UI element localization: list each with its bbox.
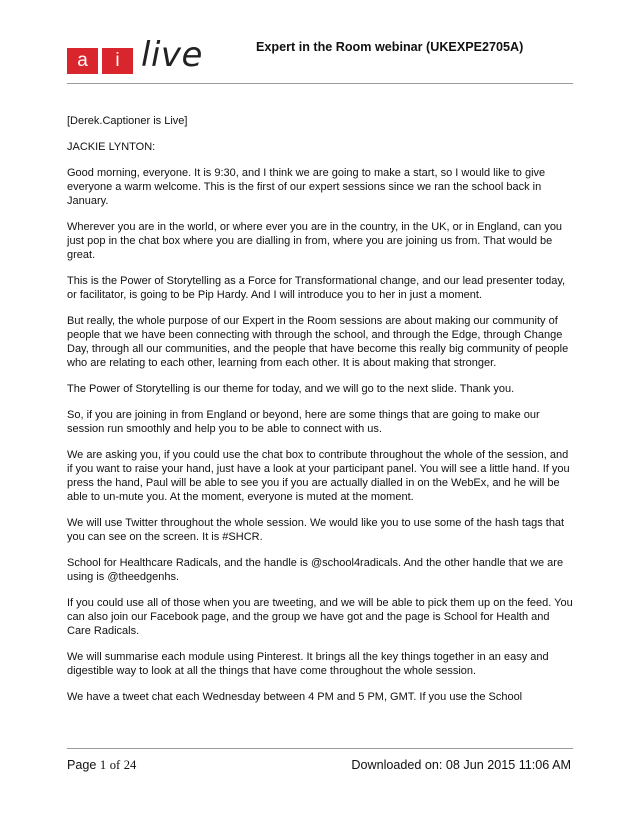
page-total: 24 [123, 758, 137, 772]
paragraph: We will summarise each module using Pinterest. It brings all the key things together in an easy and digestible way to look at all the things that have come throughout the whole session. [67, 650, 549, 677]
paragraph: Wherever you are in the world, or where ever you are in the country, in the UK, or in England, can you just pop in the chat box where you are dialling in from, where you are joining us from. That would be great. [67, 221, 563, 261]
page-label: Page [67, 758, 97, 772]
paragraph: School for Healthcare Radicals, and the handle is @school4radicals. And the other handle that we are using is @theedgenhs. [67, 556, 564, 583]
paragraph: We have a tweet chat each Wednesday between 4 PM and 5 PM, GMT. If you use the School [67, 690, 523, 703]
paragraph: But really, the whole purpose of our Expert in the Room sessions are about making our community of people that we have been connecting with through the school, and through the Edge, through Change Day, through all our communities, and the people that have become this really big community of people who are relating to each other, learning from each other. It is about making that stronger. [67, 315, 569, 369]
footer-divider [67, 748, 573, 749]
page-current: 1 [99, 758, 107, 772]
paragraph: We will use Twitter throughout the whole session. We would like you to use some of the hash tags that you can see on the screen. It is #SHCR. [67, 516, 565, 543]
ai-live-logo [67, 35, 213, 77]
paragraph: We are asking you, if you could use the chat box to contribute throughout the whole of the session, and if you want to raise your hand, just have a look at your participant panel. You will see a little hand. If you press the hand, Paul will be able to see you if you are actually dialled in on the WebEx, and he will be able to un-mute you. At the moment, everyone is muted at the moment. [67, 448, 570, 503]
paragraph: This is the Power of Storytelling as a Force for Transformational change, and our lead presenter today, or facilitator, is going to be Pip Hardy. And I will introduce you to her in just a moment. [67, 275, 566, 301]
paragraph: Good morning, everyone. It is 9:30, and I think we are going to make a start, so I would like to give everyone a warm welcome. This is the first of our expert sessions since we ran the school back in January. [67, 167, 546, 207]
page-of: of [109, 758, 121, 772]
logo-box-i: i [102, 48, 133, 74]
paragraph: The Power of Storytelling is our theme for today, and we will go to the next slide. Thank you. [67, 382, 515, 395]
logo-box-a: a [67, 48, 98, 74]
paragraph: If you could use all of those when you are tweeting, and we will be able to pick them up on the feed. You can also join our Facebook page, and the group we have got and the page is School for Health and Care Radicals. [67, 596, 573, 637]
paragraph-captioner-status: [Derek.Captioner is Live] [67, 115, 188, 127]
document-title: Expert in the Room webinar (UKEXPE2705A) [256, 40, 524, 54]
transcript-body [67, 115, 573, 717]
paragraph: So, if you are joining in from England or beyond, here are some things that are going to make our session run smoothly and help you to be able to connect with us. [67, 408, 540, 435]
logo-word-live: live [141, 35, 203, 75]
paragraph-speaker-name: JACKIE LYNTON: [67, 141, 156, 154]
page-number [67, 758, 136, 773]
download-timestamp: Downloaded on: 08 Jun 2015 11:06 AM [351, 758, 571, 772]
header-divider [67, 83, 573, 84]
